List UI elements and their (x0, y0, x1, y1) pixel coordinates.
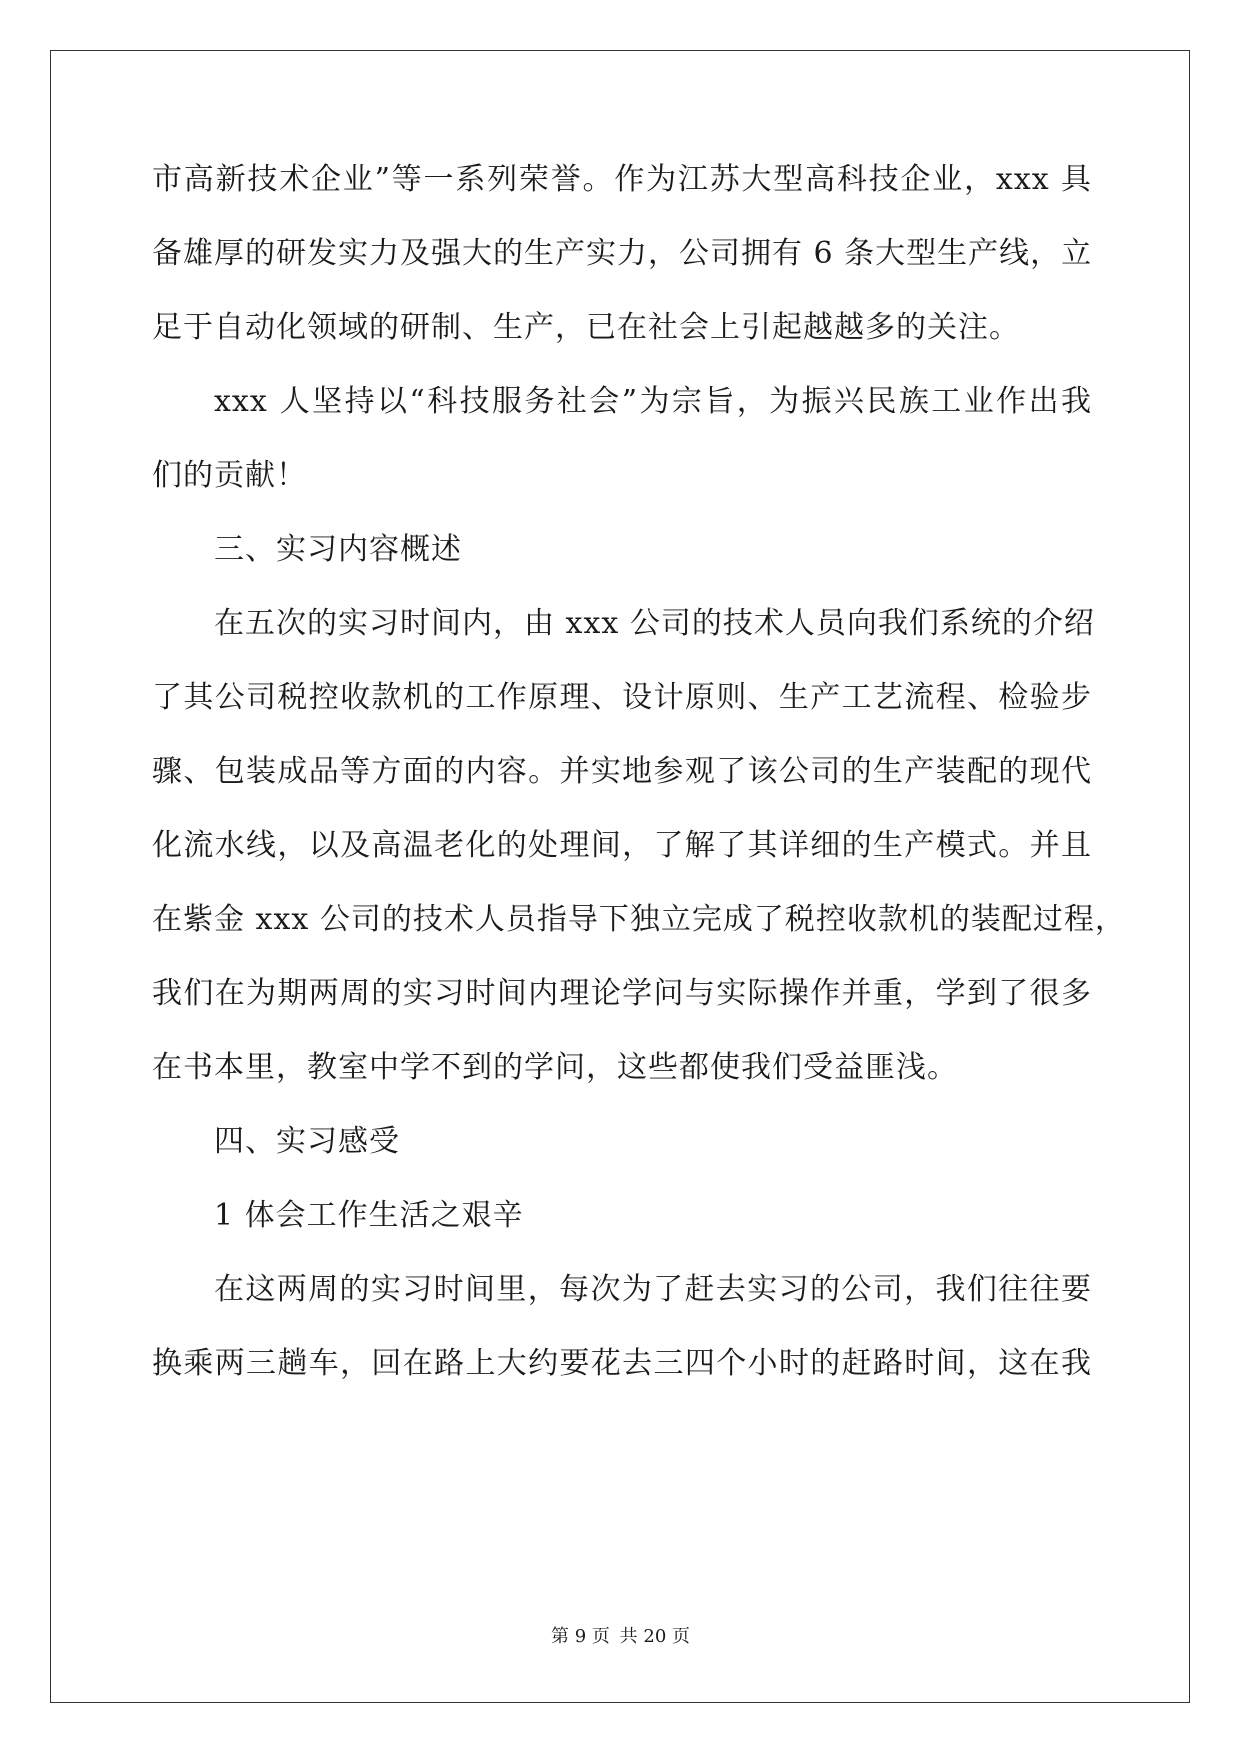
page-total: 共 20 页 (619, 1626, 690, 1647)
text-line: 备雄厚的研发实力及强大的生产实力，公司拥有 6 条大型生产线，立 (152, 236, 1093, 271)
text-line: 足于自动化领域的研制、生产，已在社会上引起越越多的关注。 (152, 310, 1020, 345)
document-body (152, 160, 1126, 1384)
text-line: xxx 人坚持以“科技服务社会”为宗旨，为振兴民族工业作出我 (214, 384, 1092, 419)
page-number: 第 9 页 (551, 1626, 610, 1647)
section-heading: 四、实习感受 (214, 1124, 400, 1159)
text-line: 在五次的实习时间内，由 xxx 公司的技术人员向我们系统的介绍 (214, 606, 1095, 641)
section-heading: 三、实习内容概述 (214, 532, 462, 567)
text-line: 换乘两三趟车，回在路上大约要花去三四个小时的赶路时间，这在我 (152, 1346, 1092, 1381)
text-line: 我们在为期两周的实习时间内理论学问与实际操作并重，学到了很多 (152, 976, 1092, 1011)
text-line: 在书本里，教室中学不到的学问，这些都使我们受益匪浅。 (152, 1050, 958, 1085)
text-line: 了其公司税控收款机的工作原理、设计原则、生产工艺流程、检验步 (152, 680, 1092, 715)
page-footer (0, 1625, 1241, 1649)
text-line: 市高新技术企业”等一系列荣誉。作为江苏大型高科技企业，xxx 具 (152, 162, 1092, 197)
text-line: 骤、包装成品等方面的内容。并实地参观了该公司的生产装配的现代 (152, 754, 1092, 789)
text-line: 们的贡献！ (152, 458, 307, 493)
subsection-heading: 1 体会工作生活之艰辛 (214, 1198, 524, 1233)
text-line: 在紫金 xxx 公司的技术人员指导下独立完成了税控收款机的装配过程， (152, 902, 1126, 937)
text-line: 化流水线，以及高温老化的处理间，了解了其详细的生产模式。并且 (152, 828, 1092, 863)
text-line: 在这两周的实习时间里，每次为了赶去实习的公司，我们往往要 (214, 1272, 1092, 1307)
